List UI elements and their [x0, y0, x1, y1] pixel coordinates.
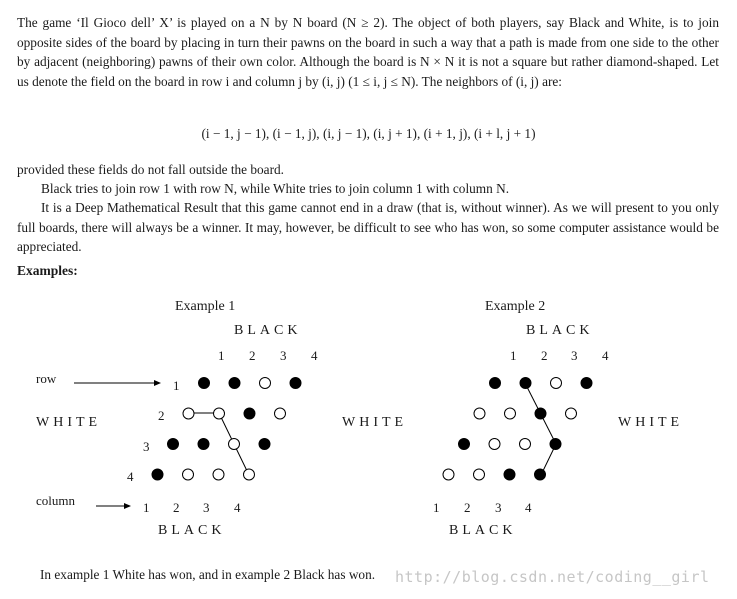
ex2-pawn-r1-c2-black	[520, 378, 531, 389]
ex2-pawn-r1-c1-black	[490, 378, 501, 389]
ex1-pawn-r3-c3-white	[229, 439, 240, 450]
ex2-pawn-r3-c4-black	[550, 439, 561, 450]
example-1-black-bottom-label: BLACK	[158, 523, 226, 538]
ex1-pawn-r2-c4-white	[275, 408, 286, 419]
ex1-top-col-4: 4	[311, 348, 318, 363]
ex2-bottom-col-1: 1	[433, 500, 440, 515]
ex2-pawn-r4-c3-black	[504, 469, 515, 480]
row-pointer-label: row	[36, 371, 57, 386]
ex2-pawn-r4-c2-white	[474, 469, 485, 480]
example-1-white-left-label: WHITE	[36, 415, 102, 430]
ex2-pawn-r4-c4-black	[535, 469, 546, 480]
ex1-pawn-r4-c4-white	[244, 469, 255, 480]
example-2-board	[443, 378, 592, 481]
ex2-pawn-r1-c4-black	[581, 378, 592, 389]
ex1-pawn-r1-c1-black	[199, 378, 210, 389]
example-2-winning-path	[525, 383, 556, 475]
ex2-top-col-1: 1	[510, 348, 517, 363]
ex1-pawn-r2-c1-white	[183, 408, 194, 419]
ex1-top-col-2: 2	[249, 348, 256, 363]
ex1-top-col-3: 3	[280, 348, 287, 363]
ex2-pawn-r2-c2-white	[505, 408, 516, 419]
ex2-pawn-r3-c1-black	[459, 439, 470, 450]
ex2-pawn-r1-c3-white	[551, 378, 562, 389]
ex1-row-1: 1	[173, 378, 180, 393]
ex2-pawn-r4-c1-white	[443, 469, 454, 480]
ex1-pawn-r2-c3-black	[244, 408, 255, 419]
examples-heading: Examples:	[17, 263, 78, 278]
middle-white-label: WHITE	[342, 415, 408, 430]
example-2-title: Example 2	[485, 299, 546, 314]
ex2-top-col-3: 3	[571, 348, 578, 363]
example-2-white-right-label: WHITE	[618, 415, 684, 430]
intro-paragraph-3: It is a Deep Mathematical Result that this game cannot end in a draw (that is, without winner). As we will present to you only full boards, there will always be a winner. It may, however, be difficult to see who has won, so some computer assistance would be appreciated.	[17, 200, 719, 254]
neighbor-formula: (i − 1, j − 1), (i − 1, j), (i, j − 1), (i, j + 1), (i + 1, j), (i + l, j + 1)	[201, 126, 536, 141]
ex2-pawn-r2-c1-white	[474, 408, 485, 419]
ex2-pawn-r2-c4-white	[566, 408, 577, 419]
example-1-black-top-label: BLACK	[234, 323, 302, 338]
result-caption: In example 1 White has won, and in example 2 Black has won.	[40, 567, 376, 582]
ex1-pawn-r3-c4-black	[259, 439, 270, 450]
ex1-pawn-r3-c1-black	[168, 439, 179, 450]
ex1-bottom-col-3: 3	[203, 500, 210, 515]
watermark: http://blog.csdn.net/coding__girl	[395, 568, 710, 586]
ex2-bottom-col-3: 3	[495, 500, 502, 515]
ex1-bottom-col-2: 2	[173, 500, 180, 515]
ex2-top-col-4: 4	[602, 348, 609, 363]
ex1-pawn-r4-c3-white	[213, 469, 224, 480]
example-1-title: Example 1	[175, 299, 236, 314]
ex1-row-2: 2	[158, 408, 165, 423]
ex2-pawn-r3-c2-white	[489, 439, 500, 450]
example-2-black-top-label: BLACK	[526, 323, 594, 338]
ex1-pawn-r1-c2-black	[229, 378, 240, 389]
ex1-row-3: 3	[143, 439, 150, 454]
ex2-bottom-col-2: 2	[464, 500, 471, 515]
ex1-pawn-r1-c4-black	[290, 378, 301, 389]
example-2-black-bottom-label: BLACK	[449, 523, 517, 538]
ex2-pawn-r2-c3-black	[535, 408, 546, 419]
ex1-pawn-r3-c2-black	[198, 439, 209, 450]
ex1-row-4: 4	[127, 469, 134, 484]
after-formula-text: provided these fields do not fall outside the board.	[17, 162, 284, 177]
ex2-bottom-col-4: 4	[525, 500, 532, 515]
ex1-pawn-r1-c3-white	[260, 378, 271, 389]
ex1-top-col-1: 1	[218, 348, 225, 363]
intro-paragraph-1: The game ‘Il Gioco dell’ X’ is played on a N by N board (N ≥ 2). The object of both players, say Black and White, is to join opposite sides of the board by placing in turn their pawns on the board in such a way that a path is made from one side to the other by adjacent (neighboring) pawns of their own color. Although the board is N × N it is not a square but rather diamond-shaped. Let us denote the field on the board in row i and column j by (i, j) (1 ≤ i, j ≤ N). The neighbors of (i, j) are:	[17, 15, 719, 89]
column-pointer-label: column	[36, 493, 75, 508]
ex2-top-col-2: 2	[541, 348, 548, 363]
ex2-pawn-r3-c3-white	[520, 439, 531, 450]
ex1-pawn-r4-c2-white	[183, 469, 194, 480]
ex1-bottom-col-4: 4	[234, 500, 241, 515]
ex1-pawn-r2-c2-white	[214, 408, 225, 419]
intro-paragraph-2: Black tries to join row 1 with row N, while White tries to join column 1 with column N.	[41, 181, 510, 196]
ex1-pawn-r4-c1-black	[152, 469, 163, 480]
ex1-bottom-col-1: 1	[143, 500, 150, 515]
